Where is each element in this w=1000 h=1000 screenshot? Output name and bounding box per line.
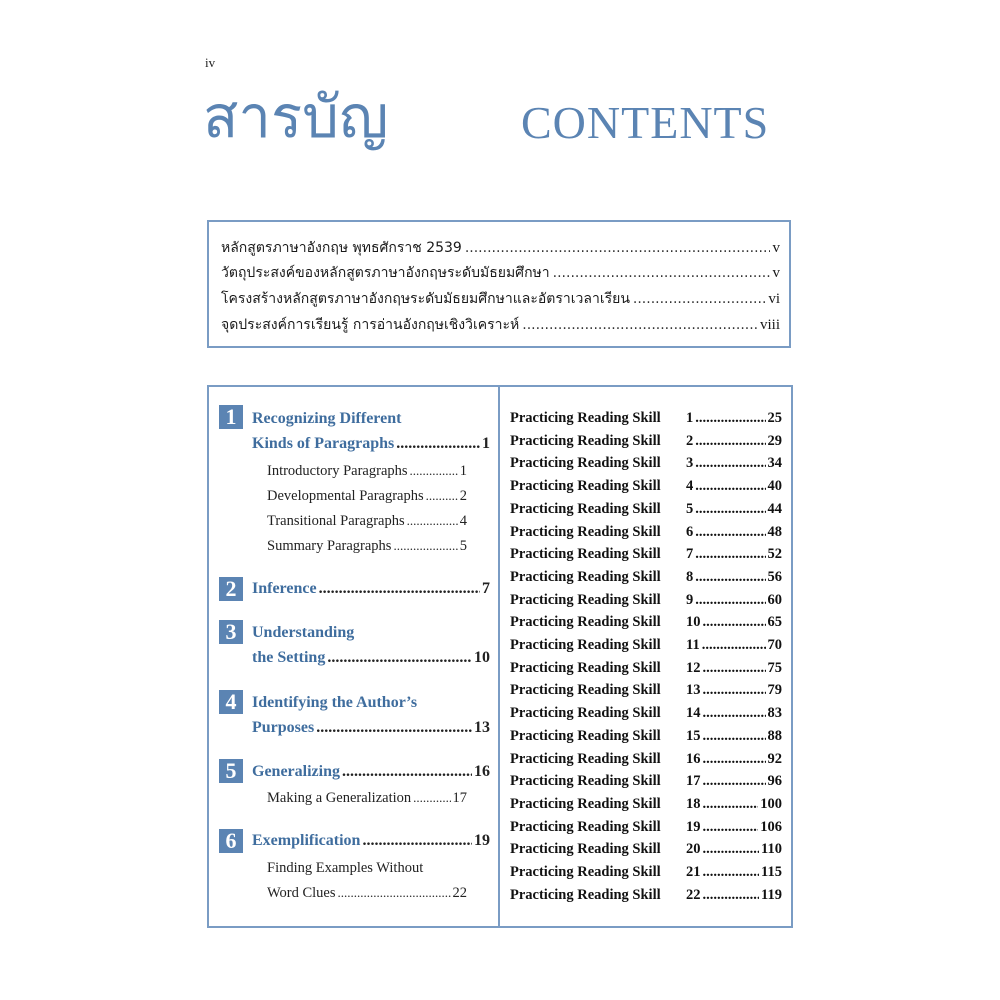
practice-page: 100 xyxy=(760,795,782,812)
practice-label: Practicing Reading Skill xyxy=(510,614,661,631)
prelim-entry-label: หลักสูตรภาษาอังกฤษ พุทธศักราช 2539 xyxy=(221,240,462,256)
practice-entry[interactable] xyxy=(510,864,782,886)
practice-page: 92 xyxy=(767,750,782,767)
prelim-entry-page: v xyxy=(772,265,780,281)
prelim-entry[interactable] xyxy=(221,262,780,286)
chapter-page: 13 xyxy=(474,719,490,736)
practice-label: Practicing Reading Skill xyxy=(510,795,661,812)
preliminary-contents-box xyxy=(207,220,791,348)
leader-dots xyxy=(410,463,458,479)
practice-label: Practicing Reading Skill xyxy=(510,705,661,722)
practice-entry[interactable] xyxy=(510,819,782,841)
subsection-page: 5 xyxy=(459,538,467,554)
practice-page: 70 xyxy=(767,637,782,653)
leader-dots xyxy=(695,592,765,609)
subsection-title: Transitional Paragraphs xyxy=(267,513,405,529)
practice-number: 19 xyxy=(686,818,701,835)
practice-page: 25 xyxy=(767,410,782,426)
practice-label: Practicing Reading Skill xyxy=(510,500,661,517)
practice-number: 11 xyxy=(686,637,700,653)
chapter-title[interactable]: Recognizing Different xyxy=(252,410,402,427)
practice-entry[interactable] xyxy=(510,773,782,795)
chapter-page: 1 xyxy=(482,435,490,452)
practice-label: Practicing Reading Skill xyxy=(510,410,661,426)
chapter-entry[interactable] xyxy=(252,435,490,457)
practice-entry[interactable] xyxy=(510,592,782,614)
practice-label: Practicing Reading Skill xyxy=(510,546,661,563)
chapter-number-badge: 4 xyxy=(219,690,243,714)
leader-dots xyxy=(703,887,760,904)
practice-entry[interactable] xyxy=(510,637,782,659)
practice-label: Practicing Reading Skill xyxy=(510,568,661,585)
practice-number: 14 xyxy=(686,705,701,722)
leader-dots xyxy=(362,832,472,850)
practice-number: 6 xyxy=(686,523,694,540)
practice-entry[interactable] xyxy=(510,614,782,636)
leader-dots xyxy=(703,864,760,881)
practice-label: Practicing Reading Skill xyxy=(510,886,661,903)
prelim-entry-page: v xyxy=(772,240,780,256)
leader-dots xyxy=(703,660,766,677)
subsection-entry[interactable] xyxy=(267,513,467,533)
leader-dots xyxy=(695,455,765,472)
leader-dots xyxy=(553,265,770,281)
practice-number: 13 xyxy=(686,682,701,699)
practice-label: Practicing Reading Skill xyxy=(510,478,661,495)
practice-entry[interactable] xyxy=(510,682,782,704)
practice-page: 79 xyxy=(767,682,782,699)
leader-dots xyxy=(522,317,757,333)
practice-number: 20 xyxy=(686,841,701,858)
practice-entry[interactable] xyxy=(510,796,782,818)
chapter-number-badge: 6 xyxy=(219,829,243,853)
leader-dots xyxy=(316,719,472,737)
practice-page: 56 xyxy=(767,568,782,585)
prelim-entry-label: โครงสร้างหลักสูตรภาษาอังกฤษระดับมัธยมศึกษาและอัตราเวลาเรียน xyxy=(221,291,630,307)
practice-label: Practicing Reading Skill xyxy=(510,773,661,790)
leader-dots xyxy=(695,478,765,495)
practice-page: 65 xyxy=(767,614,782,631)
practice-number: 4 xyxy=(686,478,694,495)
practice-entry[interactable] xyxy=(510,433,782,455)
practice-label: Practicing Reading Skill xyxy=(510,523,661,540)
practice-label: Practicing Reading Skill xyxy=(510,750,661,767)
chapter-number-badge: 5 xyxy=(219,759,243,783)
chapter-title: Exemplification xyxy=(252,832,361,849)
practice-entry[interactable] xyxy=(510,841,782,863)
practice-page: 52 xyxy=(767,546,782,563)
subsection-entry[interactable] xyxy=(267,790,467,810)
chapter-entry[interactable] xyxy=(252,832,490,854)
practice-entry[interactable] xyxy=(510,887,782,909)
leader-dots xyxy=(703,841,760,858)
practice-label: Practicing Reading Skill xyxy=(510,682,661,699)
column-divider xyxy=(498,387,500,926)
chapter-number-badge: 3 xyxy=(219,620,243,644)
chapter-title: Generalizing xyxy=(252,763,340,780)
leader-dots xyxy=(695,546,765,563)
chapter-title: Purposes xyxy=(252,719,315,736)
subsection-entry[interactable] xyxy=(267,885,467,905)
subsection-page: 2 xyxy=(459,488,467,504)
practice-label: Practicing Reading Skill xyxy=(510,455,661,472)
chapter-page: 19 xyxy=(474,832,490,849)
chapter-page: 7 xyxy=(482,580,490,597)
chapter-entry[interactable] xyxy=(252,649,490,671)
leader-dots xyxy=(703,751,766,768)
practice-page: 119 xyxy=(761,886,782,903)
leader-dots xyxy=(695,410,765,427)
subsection-title: Making a Generalization xyxy=(267,790,412,806)
practice-number: 7 xyxy=(686,546,694,563)
practice-number: 10 xyxy=(686,614,701,631)
subsection-entry[interactable] xyxy=(267,538,467,558)
practice-label: Practicing Reading Skill xyxy=(510,432,661,449)
practice-label: Practicing Reading Skill xyxy=(510,591,661,608)
leader-dots xyxy=(633,291,765,307)
practice-number: 1 xyxy=(686,410,694,426)
leader-dots xyxy=(703,728,766,745)
practice-number: 5 xyxy=(686,500,694,517)
subsection-entry[interactable] xyxy=(267,488,467,508)
leader-dots xyxy=(703,614,766,631)
practice-number: 21 xyxy=(686,864,701,880)
practice-entry[interactable] xyxy=(510,728,782,750)
leader-dots xyxy=(327,649,472,667)
subsection-title: Summary Paragraphs xyxy=(267,538,392,554)
practice-label: Practicing Reading Skill xyxy=(510,727,661,744)
practice-page: 115 xyxy=(761,864,782,880)
main-contents-box xyxy=(207,385,793,928)
chapter-entry[interactable] xyxy=(252,763,490,785)
practice-label: Practicing Reading Skill xyxy=(510,637,661,653)
leader-dots xyxy=(695,569,765,586)
practice-page: 34 xyxy=(767,455,782,472)
prelim-entry[interactable] xyxy=(221,288,780,312)
chapter-title[interactable]: Identifying the Author’s xyxy=(252,694,418,711)
practice-page: 29 xyxy=(767,432,782,449)
practice-label: Practicing Reading Skill xyxy=(510,841,661,858)
prelim-entry[interactable] xyxy=(221,314,780,338)
chapter-title: Inference xyxy=(252,580,317,597)
chapter-title[interactable]: Understanding xyxy=(252,624,355,641)
practice-number: 18 xyxy=(686,795,701,812)
leader-dots xyxy=(703,682,766,699)
practice-page: 75 xyxy=(767,659,782,676)
practice-entry[interactable] xyxy=(510,546,782,568)
prelim-entry-page: vi xyxy=(768,291,780,307)
leader-dots xyxy=(342,763,472,781)
practice-page: 60 xyxy=(767,591,782,608)
practice-page: 88 xyxy=(767,727,782,744)
practice-number: 8 xyxy=(686,568,694,585)
chapter-number-badge: 2 xyxy=(219,577,243,601)
subsection-page: 17 xyxy=(452,790,467,806)
practice-number: 22 xyxy=(686,886,701,903)
practice-entry[interactable] xyxy=(510,524,782,546)
practice-entry[interactable] xyxy=(510,410,782,432)
chapter-entry[interactable] xyxy=(252,719,490,741)
leader-dots xyxy=(413,790,450,806)
chapter-title: the Setting xyxy=(252,649,326,666)
prelim-entry-page: viii xyxy=(759,317,780,333)
practice-label: Practicing Reading Skill xyxy=(510,818,661,835)
title-thai: สารบัญ xyxy=(203,83,389,151)
subsection-page: 4 xyxy=(459,513,467,529)
leader-dots xyxy=(703,796,759,813)
prelim-entry[interactable] xyxy=(221,237,780,261)
practice-number: 9 xyxy=(686,591,694,608)
leader-dots xyxy=(703,819,759,836)
practice-label: Practicing Reading Skill xyxy=(510,864,661,880)
practice-entry[interactable] xyxy=(510,569,782,591)
practice-page: 106 xyxy=(760,818,782,835)
leader-dots xyxy=(426,488,458,504)
leader-dots xyxy=(695,433,765,450)
prelim-entry-label: วัตถุประสงค์ของหลักสูตรภาษาอังกฤษระดับมัธยมศึกษา xyxy=(221,265,550,281)
practice-page: 48 xyxy=(767,523,782,540)
practice-number: 17 xyxy=(686,773,701,790)
practice-number: 16 xyxy=(686,750,701,767)
leader-dots xyxy=(396,435,480,453)
leader-dots xyxy=(393,538,457,554)
leader-dots xyxy=(338,885,451,901)
practice-entry[interactable] xyxy=(510,751,782,773)
practice-number: 12 xyxy=(686,659,701,676)
leader-dots xyxy=(407,513,458,529)
practice-entry[interactable] xyxy=(510,660,782,682)
practice-entry[interactable] xyxy=(510,478,782,500)
page-number: iv xyxy=(205,55,216,70)
leader-dots xyxy=(702,637,766,654)
subsection-page: 1 xyxy=(459,463,467,479)
chapter-page: 10 xyxy=(474,649,490,666)
practice-entry[interactable] xyxy=(510,705,782,727)
subsection-title[interactable]: Finding Examples Without xyxy=(267,860,424,876)
title-english: CONTENTS xyxy=(521,97,770,148)
subsection-title: Introductory Paragraphs xyxy=(267,463,408,479)
practice-label: Practicing Reading Skill xyxy=(510,659,661,676)
subsection-title: Developmental Paragraphs xyxy=(267,488,424,504)
practice-entry[interactable] xyxy=(510,501,782,523)
leader-dots xyxy=(703,705,766,722)
practice-number: 3 xyxy=(686,455,694,472)
practice-page: 83 xyxy=(767,705,782,722)
subsection-entry[interactable] xyxy=(267,463,467,483)
practice-page: 44 xyxy=(767,500,782,517)
leader-dots xyxy=(319,580,480,598)
prelim-entry-label: จุดประสงค์การเรียนรู้ การอ่านอังกฤษเชิงวิเคราะห์ xyxy=(221,317,520,333)
chapter-entry[interactable] xyxy=(252,580,490,602)
practice-page: 40 xyxy=(767,478,782,495)
subsection-page: 22 xyxy=(452,885,467,901)
leader-dots xyxy=(703,773,766,790)
practice-entry[interactable] xyxy=(510,455,782,477)
leader-dots xyxy=(695,524,765,541)
practice-page: 110 xyxy=(761,841,782,858)
leader-dots xyxy=(695,501,765,518)
chapter-page: 16 xyxy=(474,763,490,780)
practice-number: 2 xyxy=(686,432,694,449)
leader-dots xyxy=(465,240,770,256)
subsection-title: Word Clues xyxy=(267,885,336,901)
practice-page: 96 xyxy=(767,773,782,790)
chapter-title: Kinds of Paragraphs xyxy=(252,435,395,452)
chapter-number-badge: 1 xyxy=(219,405,243,429)
practice-number: 15 xyxy=(686,727,701,744)
